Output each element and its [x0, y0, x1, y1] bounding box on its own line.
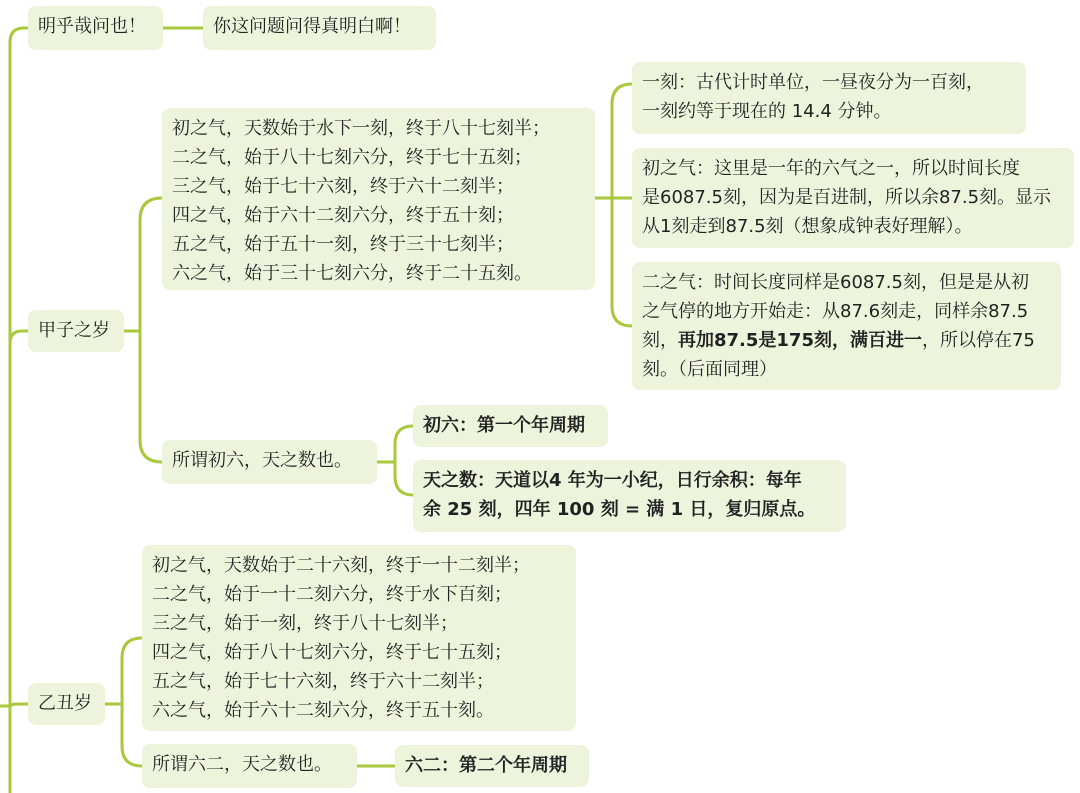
branch-yichou: [0, 704, 28, 706]
note-er-line-2: 之气停的地方开始走：从87.6刻走，同样余87.5: [642, 301, 1029, 322]
note-chu-line-3: 从1刻走到87.5刻（想象成钟表好理解）。: [642, 216, 973, 237]
node-liuer-def[interactable]: [395, 745, 589, 787]
branch-jiazi: [10, 331, 28, 343]
jiazi-qi-3: 三之气，始于七十六刻，终于六十二刻半；: [172, 176, 514, 197]
note-er-line-4: 刻。（后面同理）: [642, 359, 777, 380]
jiazi-qi-5: 五之气，始于五十一刻，终于三十七刻半；: [172, 234, 514, 255]
yichou-qi-2: 二之气，始于一十二刻六分，终于水下百刻；: [152, 584, 512, 605]
jiazi-qi-1: 初之气，天数始于水下一刻，终于八十七刻半；: [172, 118, 550, 139]
note-chu-line-1: 初之气：这里是一年的六气之一，所以时间长度: [642, 158, 1020, 179]
yichou-qi-4: 四之气，始于八十七刻六分，终于七十五刻；: [152, 642, 512, 663]
trunk-line: [10, 28, 28, 793]
node-tianzhishu[interactable]: [413, 460, 846, 532]
node-yichou-year-text: 乙丑岁: [38, 693, 92, 714]
node-liuer[interactable]: [142, 744, 357, 788]
node-jiazi-year[interactable]: [28, 310, 124, 352]
node-liuer-text: 所谓六二，天之数也。: [152, 754, 332, 775]
note-er-line-3-pre: 刻，: [642, 330, 678, 351]
node-answer[interactable]: [203, 6, 436, 50]
node-question-text: 明乎哉问也！: [38, 16, 146, 37]
note-er-line-3: [642, 326, 1051, 355]
note-chu-line-2: 是6087.5刻，因为是百进制，所以余87.5刻。显示: [642, 187, 1052, 208]
node-chuliu-text: 所谓初六，天之数也。: [172, 450, 352, 471]
node-note-ke[interactable]: [632, 62, 1026, 134]
note-er-line-3-post: ，所以停在75: [921, 330, 1035, 351]
link-notes-children: [612, 84, 632, 326]
tianzhishu-line-2: 余 25 刻，四年 100 刻 = 满 1 日，复归原点。: [423, 499, 816, 520]
link-chuliu-children: [395, 426, 413, 495]
note-ke-line-1: 一刻：古代计时单位，一昼夜分为一百刻，: [642, 72, 984, 93]
node-chuliu-def-text: 初六：第一个年周期: [423, 415, 585, 436]
yichou-qi-1: 初之气，天数始于二十六刻，终于一十二刻半；: [152, 555, 530, 576]
note-er-line-1: 二之气：时间长度同样是6087.5刻，但是是从初: [642, 272, 1029, 293]
node-chuliu-def[interactable]: [413, 405, 608, 447]
yichou-qi-5: 五之气，始于七十六刻，终于六十二刻半；: [152, 671, 494, 692]
jiazi-qi-6: 六之气，始于三十七刻六分，终于二十五刻。: [172, 263, 532, 284]
yichou-qi-3: 三之气，始于一刻，终于八十七刻半；: [152, 613, 458, 634]
node-note-chuzhiqi[interactable]: [632, 148, 1074, 248]
node-liuer-def-text: 六二：第二个年周期: [405, 755, 567, 776]
node-jiazi-six-qi[interactable]: [162, 108, 595, 290]
node-note-erzhiqi[interactable]: [632, 262, 1061, 390]
node-yichou-year[interactable]: [28, 683, 105, 725]
tianzhishu-line-1: 天之数：天道以4 年为一小纪，日行余积：每年: [423, 470, 802, 491]
jiazi-qi-4: 四之气，始于六十二刻六分，终于五十刻；: [172, 205, 514, 226]
node-question[interactable]: [28, 6, 163, 50]
note-er-line-3-bold: 再加87.5是175刻，满百进一: [678, 330, 922, 351]
link-yichou-children: [122, 638, 142, 766]
node-answer-text: 你这问题问得真明白啊！: [213, 16, 411, 37]
node-yichou-six-qi[interactable]: [142, 545, 576, 731]
jiazi-qi-2: 二之气，始于八十七刻六分，终于七十五刻；: [172, 147, 532, 168]
note-ke-line-2: 一刻约等于现在的 14.4 分钟。: [642, 101, 892, 122]
link-jiazi-children: [140, 198, 162, 462]
node-jiazi-year-text: 甲子之岁: [38, 320, 110, 341]
yichou-qi-6: 六之气，始于六十二刻六分，终于五十刻。: [152, 700, 494, 721]
node-chuliu[interactable]: [162, 440, 377, 484]
